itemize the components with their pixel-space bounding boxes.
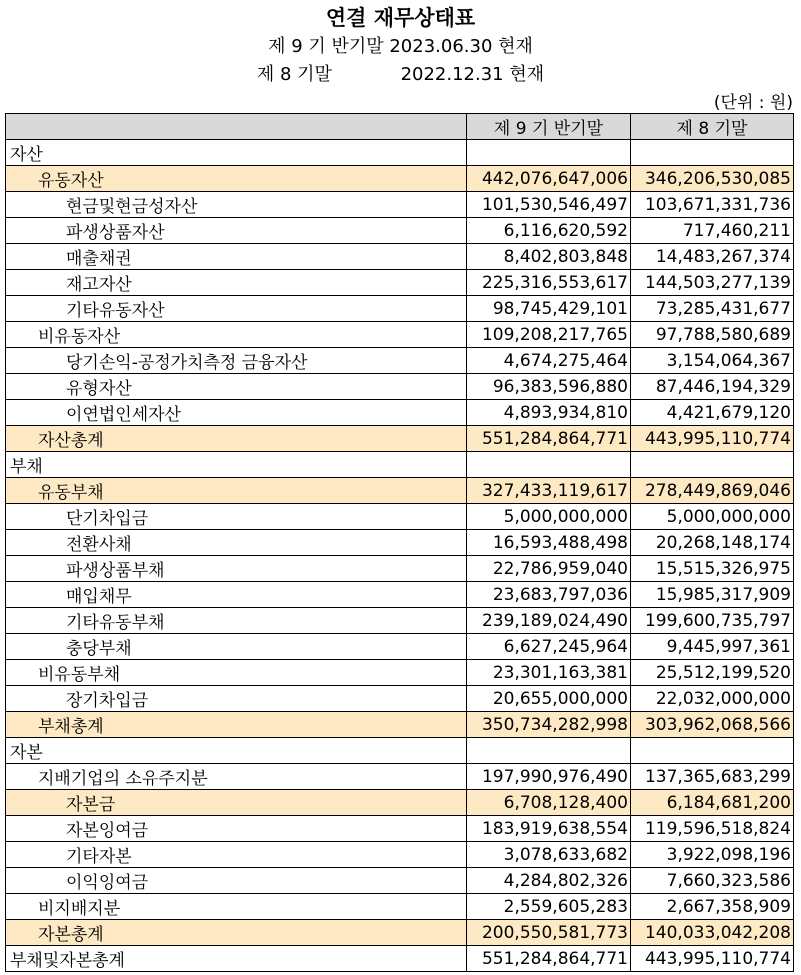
table-row	[6, 894, 794, 920]
row-label: 부채및자본총계	[6, 946, 467, 972]
table-row	[6, 218, 794, 244]
row-label: 비유동자산	[6, 322, 467, 348]
row-current-value: 200,550,581,773	[467, 920, 631, 946]
row-prior-value: 119,596,518,824	[631, 816, 794, 842]
row-label: 전환사채	[6, 530, 467, 556]
table-row	[6, 530, 794, 556]
row-prior-value: 6,184,681,200	[631, 790, 794, 816]
row-current-value: 98,745,429,101	[467, 296, 631, 322]
row-current-value	[467, 738, 631, 764]
row-label: 재고자산	[6, 270, 467, 296]
row-current-value: 350,734,282,998	[467, 712, 631, 738]
row-label: 자본금	[6, 790, 467, 816]
row-label: 기타유동부채	[6, 608, 467, 634]
table-row	[6, 322, 794, 348]
table-row	[6, 244, 794, 270]
row-current-value: 109,208,217,765	[467, 322, 631, 348]
header-label-col	[6, 114, 467, 140]
table-row	[6, 192, 794, 218]
row-label: 비지배지분	[6, 894, 467, 920]
table-row	[6, 374, 794, 400]
row-label: 유동부채	[6, 478, 467, 504]
row-label: 지배기업의 소유주지분	[6, 764, 467, 790]
row-current-value: 327,433,119,617	[467, 478, 631, 504]
table-row	[6, 946, 794, 972]
header-row	[6, 114, 794, 140]
row-prior-value: 2,667,358,909	[631, 894, 794, 920]
row-current-value: 96,383,596,880	[467, 374, 631, 400]
row-prior-value: 9,445,997,361	[631, 634, 794, 660]
row-prior-value: 97,788,580,689	[631, 322, 794, 348]
row-current-value: 6,708,128,400	[467, 790, 631, 816]
row-prior-value: 15,515,326,975	[631, 556, 794, 582]
row-label: 이연법인세자산	[6, 400, 467, 426]
table-row	[6, 504, 794, 530]
row-current-value: 22,786,959,040	[467, 556, 631, 582]
row-label: 기타자본	[6, 842, 467, 868]
table-row	[6, 842, 794, 868]
statement-title: 연결 재무상태표	[325, 6, 476, 30]
row-prior-value: 25,512,199,520	[631, 660, 794, 686]
row-prior-value: 3,154,064,367	[631, 348, 794, 374]
row-label: 자본	[6, 738, 467, 764]
table-body	[6, 140, 794, 972]
row-prior-value	[631, 140, 794, 166]
row-current-value: 5,000,000,000	[467, 504, 631, 530]
row-label: 파생상품부채	[6, 556, 467, 582]
table-row	[6, 400, 794, 426]
row-current-value: 6,116,620,592	[467, 218, 631, 244]
row-prior-value: 103,671,331,736	[631, 192, 794, 218]
row-current-value: 6,627,245,964	[467, 634, 631, 660]
header-current-col: 제 9 기 반기말	[467, 114, 631, 140]
row-label: 매입채무	[6, 582, 467, 608]
row-prior-value: 144,503,277,139	[631, 270, 794, 296]
row-current-value: 225,316,553,617	[467, 270, 631, 296]
row-prior-value: 22,032,000,000	[631, 686, 794, 712]
row-current-value: 20,655,000,000	[467, 686, 631, 712]
table-row	[6, 348, 794, 374]
table-row	[6, 790, 794, 816]
table-row	[6, 712, 794, 738]
row-label: 유동자산	[6, 166, 467, 192]
row-current-value: 551,284,864,771	[467, 426, 631, 452]
row-prior-value: 137,365,683,299	[631, 764, 794, 790]
table-row	[6, 816, 794, 842]
row-label: 현금및현금성자산	[6, 192, 467, 218]
header-prior-col: 제 8 기말	[631, 114, 794, 140]
row-prior-value: 14,483,267,374	[631, 244, 794, 270]
row-prior-value: 303,962,068,566	[631, 712, 794, 738]
row-label: 충당부채	[6, 634, 467, 660]
table-row	[6, 608, 794, 634]
row-prior-value: 199,600,735,797	[631, 608, 794, 634]
row-current-value: 239,189,024,490	[467, 608, 631, 634]
row-label: 이익잉여금	[6, 868, 467, 894]
row-current-value	[467, 140, 631, 166]
row-prior-value: 346,206,530,085	[631, 166, 794, 192]
table-row	[6, 686, 794, 712]
table-row	[6, 634, 794, 660]
row-current-value: 197,990,976,490	[467, 764, 631, 790]
row-current-value: 4,674,275,464	[467, 348, 631, 374]
table-row	[6, 582, 794, 608]
row-current-value: 4,893,934,810	[467, 400, 631, 426]
row-prior-value: 20,268,148,174	[631, 530, 794, 556]
row-current-value: 3,078,633,682	[467, 842, 631, 868]
table-row	[6, 270, 794, 296]
row-current-value: 2,559,605,283	[467, 894, 631, 920]
row-prior-value: 3,922,098,196	[631, 842, 794, 868]
table-row	[6, 764, 794, 790]
row-prior-value: 4,421,679,120	[631, 400, 794, 426]
row-label: 부채	[6, 452, 467, 478]
row-current-value: 551,284,864,771	[467, 946, 631, 972]
row-label: 자본총계	[6, 920, 467, 946]
row-prior-value: 73,285,431,677	[631, 296, 794, 322]
table-row	[6, 426, 794, 452]
row-label: 자산	[6, 140, 467, 166]
row-current-value	[467, 452, 631, 478]
row-prior-value: 15,985,317,909	[631, 582, 794, 608]
row-prior-value: 7,660,323,586	[631, 868, 794, 894]
row-current-value: 23,683,797,036	[467, 582, 631, 608]
row-current-value: 442,076,647,006	[467, 166, 631, 192]
row-prior-value: 443,995,110,774	[631, 426, 794, 452]
row-label: 비유동부채	[6, 660, 467, 686]
row-current-value: 101,530,546,497	[467, 192, 631, 218]
unit-label: (단위 : 원)	[713, 93, 793, 113]
row-prior-value: 87,446,194,329	[631, 374, 794, 400]
row-label: 자본잉여금	[6, 816, 467, 842]
row-prior-value: 278,449,869,046	[631, 478, 794, 504]
table-row	[6, 660, 794, 686]
balance-sheet-table	[5, 113, 794, 972]
period-current: 제 9 기 반기말 2023.06.30 현재	[268, 36, 533, 57]
table-row	[6, 738, 794, 764]
table-row	[6, 296, 794, 322]
row-label: 유형자산	[6, 374, 467, 400]
row-label: 매출채권	[6, 244, 467, 270]
table-row	[6, 556, 794, 582]
row-label: 부채총계	[6, 712, 467, 738]
row-label: 단기차입금	[6, 504, 467, 530]
table-row	[6, 140, 794, 166]
row-current-value: 23,301,163,381	[467, 660, 631, 686]
period-prior: 제 8 기말 2022.12.31 현재	[256, 64, 545, 85]
row-current-value: 4,284,802,326	[467, 868, 631, 894]
row-current-value: 16,593,488,498	[467, 530, 631, 556]
row-prior-value: 140,033,042,208	[631, 920, 794, 946]
row-prior-value: 717,460,211	[631, 218, 794, 244]
row-prior-value	[631, 452, 794, 478]
table-row	[6, 478, 794, 504]
table-row	[6, 868, 794, 894]
row-prior-value	[631, 738, 794, 764]
row-label: 자산총계	[6, 426, 467, 452]
row-label: 당기손익-공정가치측정 금융자산	[6, 348, 467, 374]
row-label: 장기차입금	[6, 686, 467, 712]
row-label: 기타유동자산	[6, 296, 467, 322]
row-prior-value: 443,995,110,774	[631, 946, 794, 972]
row-label: 파생상품자산	[6, 218, 467, 244]
row-current-value: 8,402,803,848	[467, 244, 631, 270]
row-prior-value: 5,000,000,000	[631, 504, 794, 530]
table-row	[6, 166, 794, 192]
table-row	[6, 452, 794, 478]
row-current-value: 183,919,638,554	[467, 816, 631, 842]
table-row	[6, 920, 794, 946]
